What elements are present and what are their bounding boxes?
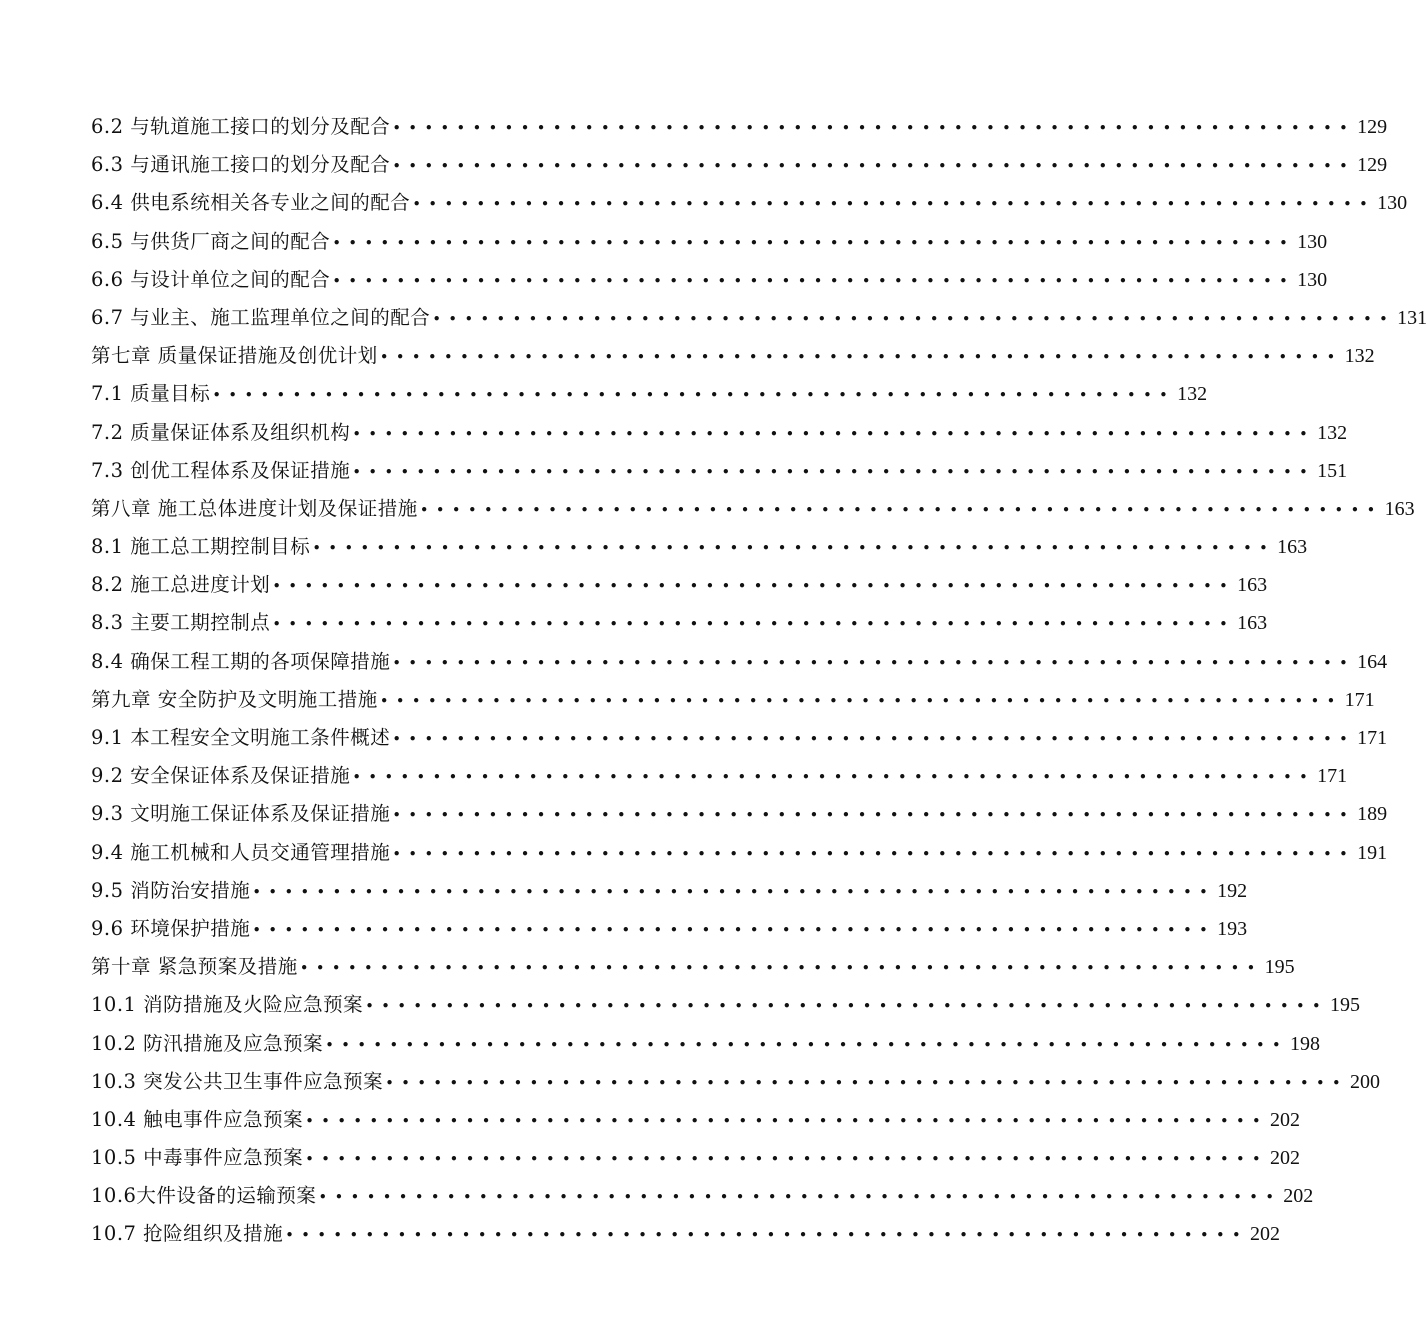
toc-entry-title: 10.6大件设备的运输预案 (91, 1184, 317, 1208)
toc-page-number: 163 (1237, 612, 1268, 635)
toc-entry[interactable] (91, 1025, 1320, 1063)
toc-entry[interactable] (91, 1063, 1380, 1101)
toc-entry[interactable] (91, 757, 1348, 795)
toc-dot-leader: •••••••••••••••••••••••••••••••••••••••••••••••••••••••••••• (392, 844, 1356, 863)
toc-page-number: 193 (1217, 917, 1248, 940)
toc-dot-leader: •••••••••••••••••••••••••••••••••••••••••••••••••••••••••••• (285, 1226, 1248, 1245)
toc-entry[interactable] (91, 1101, 1300, 1139)
toc-entry[interactable] (91, 223, 1328, 261)
toc-page-number: 129 (1357, 154, 1388, 177)
toc-page-number: 151 (1317, 459, 1348, 482)
toc-entry-title: 10.2 防汛措施及应急预案 (91, 1031, 324, 1055)
toc-page-number: 189 (1357, 803, 1388, 826)
toc-dot-leader: •••••••••••••••••••••••••••••••••••••••••••••••••••••••••••• (212, 386, 1176, 405)
toc-page-number: 192 (1217, 879, 1248, 902)
toc-entry-title: 第七章 质量保证措施及创优计划 (91, 344, 378, 368)
toc-page-number: 195 (1329, 994, 1360, 1017)
toc-entry[interactable] (91, 299, 1427, 337)
toc-entry-title: 8.1 施工总工期控制目标 (91, 535, 311, 559)
toc-entry[interactable] (91, 375, 1208, 413)
toc-page-number: 171 (1317, 765, 1348, 788)
toc-entry[interactable] (91, 261, 1328, 299)
toc-entry-title: 8.3 主要工期控制点 (91, 611, 271, 635)
toc-entry-title: 9.6 环境保护措施 (91, 916, 251, 940)
toc-entry-title: 6.4 供电系统相关各专业之间的配合 (91, 191, 411, 215)
toc-entry[interactable] (91, 604, 1268, 642)
toc-entry-title: 9.5 消防治安措施 (91, 878, 251, 902)
toc-dot-leader: •••••••••••••••••••••••••••••••••••••••••••••••••••••••••••• (252, 882, 1216, 901)
toc-entry-title: 第九章 安全防护及文明施工措施 (91, 687, 378, 711)
toc-entry[interactable] (91, 910, 1248, 948)
toc-page-number: 130 (1377, 192, 1408, 215)
toc-dot-leader: •••••••••••••••••••••••••••••••••••••••••••••••••••••••••••• (365, 997, 1328, 1016)
toc-dot-leader: •••••••••••••••••••••••••••••••••••••••••••••••••••••••••••• (352, 462, 1316, 481)
toc-dot-leader: •••••••••••••••••••••••••••••••••••••••••••••••••••••••••••• (272, 577, 1236, 596)
toc-chapter-entry[interactable] (91, 681, 1375, 719)
toc-entry-title: 6.3 与通讯施工接口的划分及配合 (91, 153, 391, 177)
toc-entry[interactable] (91, 719, 1388, 757)
toc-page-number: 171 (1357, 727, 1388, 749)
toc-dot-leader: •••••••••••••••••••••••••••••••••••••••••••••••••••••••••••• (379, 348, 1343, 367)
toc-dot-leader: •••••••••••••••••••••••••••••••••••••••••••••••••••••••••••• (352, 424, 1316, 443)
toc-dot-leader: •••••••••••••••••••••••••••••••••••••••••••••••••••••••••••• (392, 119, 1356, 137)
toc-page-number: 132 (1177, 383, 1208, 406)
toc-entry[interactable] (91, 986, 1360, 1024)
toc-entry-title: 6.5 与供货厂商之间的配合 (91, 229, 331, 253)
toc-entry-title: 9.4 施工机械和人员交通管理措施 (91, 840, 391, 864)
toc-entry-title: 6.6 与设计单位之间的配合 (91, 267, 331, 291)
toc-page-number: 202 (1283, 1185, 1314, 1208)
toc-dot-leader: •••••••••••••••••••••••••••••••••••••••••••••••••••••••••••• (419, 500, 1383, 519)
toc-entry[interactable] (91, 643, 1388, 681)
toc-entry-title: 10.7 抢险组织及措施 (91, 1222, 284, 1246)
toc-entry[interactable] (91, 872, 1248, 910)
toc-page-number: 171 (1344, 688, 1375, 711)
toc-chapter-entry[interactable] (91, 337, 1375, 375)
toc-dot-leader: •••••••••••••••••••••••••••••••••••••••••••••••••••••••••••• (325, 1035, 1288, 1054)
toc-dot-leader: •••••••••••••••••••••••••••••••••••••••••••••••••••••••••••• (352, 768, 1316, 787)
toc-entry-title: 第八章 施工总体进度计划及保证措施 (91, 496, 418, 520)
toc-entry-title: 10.3 突发公共卫生事件应急预案 (91, 1069, 384, 1093)
toc-dot-leader: •••••••••••••••••••••••••••••••••••••••••••••••••••••••••••• (332, 271, 1296, 290)
toc-entry[interactable] (91, 146, 1388, 184)
toc-entry[interactable] (91, 1139, 1300, 1177)
toc-entry[interactable] (91, 834, 1388, 872)
toc-page-number: 129 (1357, 116, 1388, 138)
toc-entry[interactable] (91, 414, 1348, 452)
toc-entry-title: 9.3 文明施工保证体系及保证措施 (91, 802, 391, 826)
toc-page-number: 164 (1357, 650, 1388, 673)
toc-dot-leader: •••••••••••••••••••••••••••••••••••••••••••••••••••••••••••• (392, 157, 1356, 176)
toc-entry-title: 10.4 触电事件应急预案 (91, 1107, 304, 1131)
toc-dot-leader: •••••••••••••••••••••••••••••••••••••••••••••••••••••••••••• (385, 1073, 1348, 1092)
toc-dot-leader: •••••••••••••••••••••••••••••••••••••••••••••••••••••••••••• (392, 653, 1356, 672)
toc-entry[interactable] (91, 1215, 1280, 1253)
toc-entry[interactable] (91, 528, 1308, 566)
toc-page-number: 163 (1237, 574, 1268, 597)
toc-page-number: 191 (1357, 841, 1388, 864)
toc-entry-title: 第十章 紧急预案及措施 (91, 955, 298, 979)
toc-chapter-entry[interactable] (91, 948, 1295, 986)
toc-page-number: 131 (1397, 306, 1427, 329)
toc-dot-leader: •••••••••••••••••••••••••••••••••••••••••••••••••••••••••••• (332, 233, 1296, 252)
toc-page-number: 202 (1249, 1223, 1280, 1246)
toc-entry[interactable] (91, 566, 1268, 604)
toc-dot-leader: •••••••••••••••••••••••••••••••••••••••••••••••••••••••••••• (379, 691, 1343, 710)
toc-entry[interactable] (91, 184, 1408, 222)
toc-entry[interactable] (91, 795, 1388, 833)
toc-dot-leader: •••••••••••••••••••••••••••••••••••••••••••••••••••••••••••• (299, 959, 1263, 978)
toc-page-number: 163 (1384, 497, 1415, 520)
toc-entry-title: 10.1 消防措施及火险应急预案 (91, 993, 364, 1017)
toc-entry[interactable] (91, 452, 1348, 490)
toc-page-number: 163 (1277, 536, 1308, 559)
toc-entry-title: 7.1 质量目标 (91, 382, 211, 406)
toc-page-number: 200 (1349, 1070, 1380, 1093)
toc-page-number: 202 (1269, 1108, 1300, 1131)
toc-dot-leader: •••••••••••••••••••••••••••••••••••••••••••••••••••••••••••• (392, 730, 1356, 748)
toc-entry-title: 6.7 与业主、施工监理单位之间的配合 (91, 305, 431, 329)
toc-entry-title: 10.5 中毒事件应急预案 (91, 1146, 304, 1170)
toc-entry-title: 8.4 确保工程工期的各项保障措施 (91, 649, 391, 673)
toc-dot-leader: •••••••••••••••••••••••••••••••••••••••••••••••••••••••••••• (318, 1188, 1282, 1207)
toc-dot-leader: •••••••••••••••••••••••••••••••••••••••••••••••••••••••••••• (305, 1150, 1268, 1169)
toc-page-number: 132 (1317, 421, 1348, 444)
toc-dot-leader: •••••••••••••••••••••••••••••••••••••••••••••••••••••••••••• (392, 806, 1356, 825)
toc-dot-leader: •••••••••••••••••••••••••••••••••••••••••••••••••••••••••••• (412, 195, 1376, 214)
toc-page-number: 130 (1297, 268, 1328, 291)
toc-entry[interactable] (91, 1177, 1314, 1215)
toc-dot-leader: •••••••••••••••••••••••••••••••••••••••••••••••••••••••••••• (272, 615, 1236, 634)
toc-entry-title: 7.2 质量保证体系及组织机构 (91, 420, 351, 444)
toc-dot-leader: •••••••••••••••••••••••••••••••••••••••••••••••••••••••••••• (252, 920, 1216, 939)
toc-dot-leader: •••••••••••••••••••••••••••••••••••••••••••••••••••••••••••• (305, 1111, 1268, 1130)
toc-dot-leader: •••••••••••••••••••••••••••••••••••••••••••••••••••••••••••• (312, 539, 1276, 558)
toc-entry-title: 8.2 施工总进度计划 (91, 573, 271, 597)
toc-entry[interactable] (91, 108, 1388, 146)
toc-page-number: 130 (1297, 230, 1328, 253)
toc-page-number: 195 (1264, 956, 1295, 979)
toc-entry-title: 6.2 与轨道施工接口的划分及配合 (91, 115, 391, 138)
toc-page-number: 132 (1344, 345, 1375, 368)
toc-chapter-entry[interactable] (91, 490, 1415, 528)
toc-entry-title: 9.2 安全保证体系及保证措施 (91, 764, 351, 788)
toc-entry-title: 9.1 本工程安全文明施工条件概述 (91, 726, 391, 749)
toc-page-number: 198 (1289, 1032, 1320, 1055)
toc-dot-leader: •••••••••••••••••••••••••••••••••••••••••••••••••••••••••••• (432, 309, 1396, 328)
toc-entry-title: 7.3 创优工程体系及保证措施 (91, 458, 351, 482)
table-of-contents (91, 108, 1427, 1254)
toc-page-number: 202 (1269, 1147, 1300, 1170)
